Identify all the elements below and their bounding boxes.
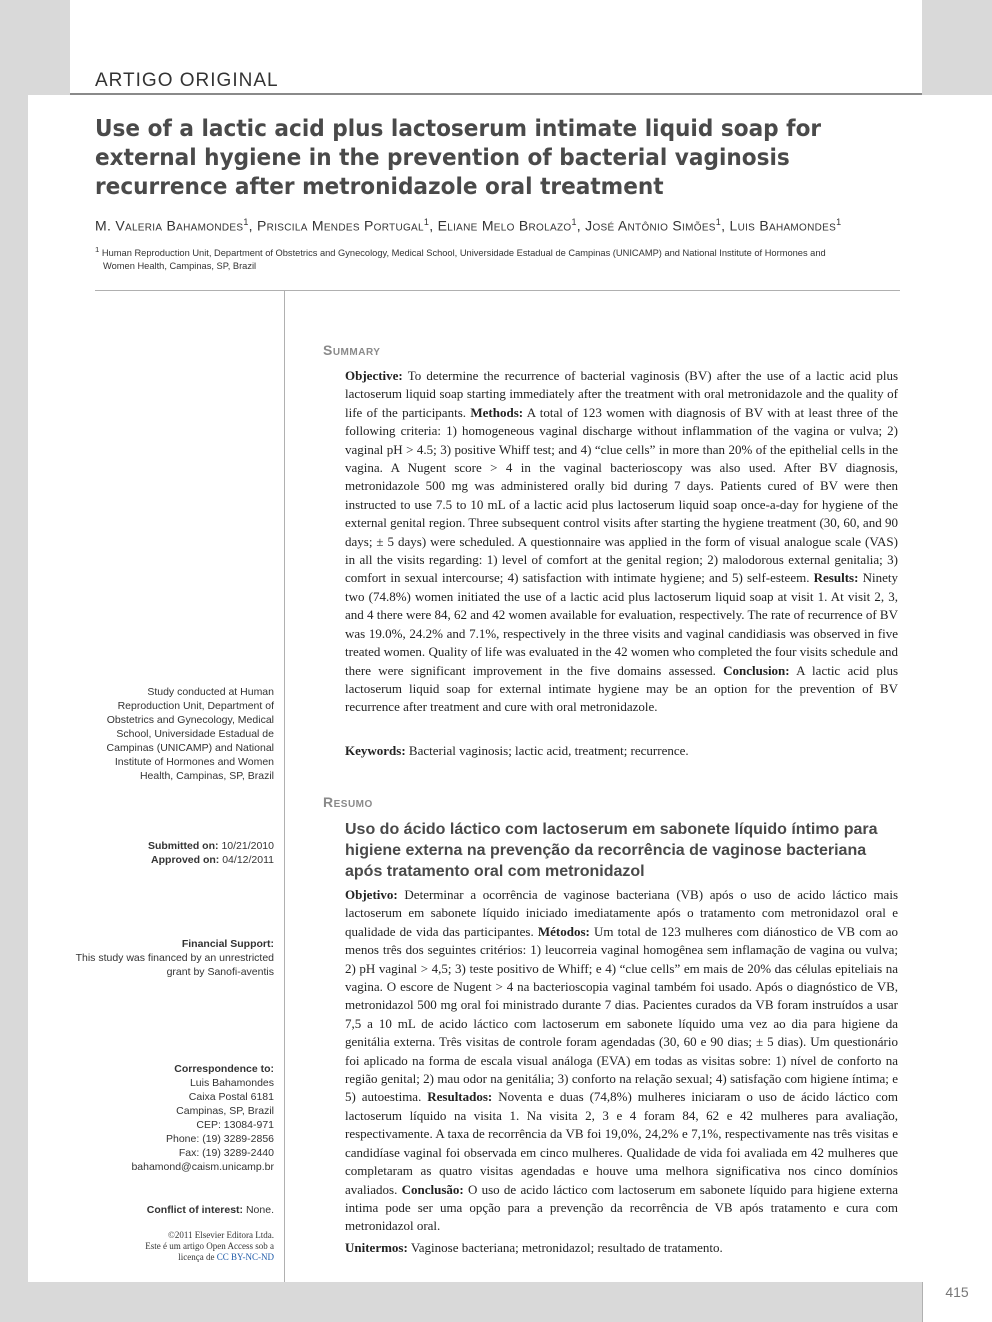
column-divider [284,290,285,1282]
methods-text: A total of 123 women with diagnosis of BV with at least three of the following criteria: 1) homogeneous vaginal discharge without inflammation of the vagina or vulva; 2) vaginal pH > 4.5; 3) positive Whiff test; and 4) “clue cells” in more than 20% of the epithelial cells in the vagina. A Nugent score > 4 in the vaginal bacterioscopy was also used. After BV diagnosis, metronidazole 500 mg was administered orally bid during 7 days. Patients cured of BV were then instructed to use 7.5 to 10 mL of a lactic acid plus lactoserum liquid soap once-a-day for hygiene of the external genital region. Three subsequent control visits after starting the hygiene treatment (30, 60, and 90 days; ± 5 days) were scheduled. A questionnaire was applied in the form of visual analogue scale (VAS) in all the visits regarding: 1) level of comfort at the genital region; 2) malodorous external genitalia; 3) comfort in sexual intercourse; 4) satisfaction with intimate hygiene; and 5) self-esteem. [345,404,899,586]
affiliation-rule [95,290,900,291]
objetivo-text: Determinar a ocorrência de vaginose bacteriana (VB) após o uso de acido láctico mais lactoserum em sabonete líquido iniciado imediatamente após o tratamento com metronidazol oral e qualidade de vida das participantes. [345,887,898,939]
correspondence-line: Campinas, SP, Brazil [176,1105,274,1117]
license-line: licença de [178,1252,215,1262]
author-name: José Antônio Simões [585,217,716,234]
author-name: Eliane Melo Brolazo [437,217,572,234]
objective-label: Objective: [345,368,403,383]
author-affiliation-mark: 1 [423,217,430,227]
results-text: Ninety two (74.8%) women initiated the use of a lactic acid plus lactoserum liquid soap at visit 1. At visit 2, 3, and 4 there were 84, 62 and 42 women available for evaluation, respectively. The rate of recurrence of BV was 19.0%, 24.2% and 7.1%, respectively in the three visits and vaginal candidiasis was observed in five treated women. Quality of life was evaluated in the 42 women who completed the four visits schedule and there were significant improvement in the five domains assessed. [345,570,898,678]
author-affiliation-mark: 1 [571,217,577,227]
correspondence-email[interactable]: bahamond@caism.unicamp.br [131,1161,274,1173]
author-list: M. Valeria Bahamondes$^1$, Priscila Mendes Portugal$^1$, Eliane Melo Brolazo$^1$, José Antônio Simões$^1$, Luis Bahamondes$^1$ [95,217,842,234]
submitted-date: 10/21/2010 [221,840,274,852]
affiliation-mark: 1 [95,245,100,254]
unitermos [345,1239,898,1257]
methods-label: Methods: [470,404,524,420]
financial-support [74,937,274,979]
copyright-notice [74,1230,274,1263]
summary-abstract [345,367,898,717]
conflict-value: None. [245,1204,274,1216]
copyright: ©2011 Elsevier Editora Ltda. [168,1230,274,1240]
unitermos-text: Vaginose bacteriana; metronidazol; resultado de tratamento. [407,1240,723,1255]
author-name: M. Valeria Bahamondes [95,217,244,234]
conclusao-label: Conclusão: [401,1181,464,1197]
conflict-label: Conflict of interest: [146,1204,244,1216]
keywords [345,742,898,760]
resumo-heading: Resumo [323,794,373,810]
resumo-abstract [345,886,898,1236]
submitted-label: Submitted on: [147,840,219,852]
correspondence-line: Fax: (19) 3289-2440 [178,1147,274,1159]
study-location-note: Study conducted at Human Reproduction Unit, Department of Obstetrics and Gynecology, Medical School, Universidade Estadual de Campinas (UNICAMP) and National Institute of Hormones and Women Health, Campinas, SP, Brazil [106,686,274,782]
author-affiliation-mark: 1 [836,217,842,227]
funding-label: Financial Support: [181,938,274,950]
author-name: Luis Bahamondes [729,217,837,234]
header-gray-block-left [0,0,70,95]
keywords-label: Keywords: [345,743,406,758]
section-label: ARTIGO ORIGINAL [95,70,279,91]
author-name: Priscila Mendes Portugal [257,217,424,234]
unitermos-label: Unitermos: [345,1240,408,1255]
affiliation-line: Women Health, Campinas, SP, Brazil [103,261,257,272]
objective-text: To determine the recurrence of bacterial vaginosis (BV) after the use of a lactic acid plus lactoserum liquid soap starting immediately after the treatment with oral metronidazole and the quality of life of the participants. [345,368,898,420]
metodos-text: Um total de 123 mulheres com diánostico de VB com ao menos três dos seguintes critérios: 1) leucorreia vaginal homogênea sem inflamação de vagina ou vulva; 2) pH vaginal > 4,5; 3) teste positivo de Whiff; e 4) “clue cells” em mais de 20% das células epiteliais na vagina. O escore de Nugent > 4 na bacterioscopia vaginal também foi usado. Após o diagnóstico de VB, metronidazol 500 mg oral foi ministrado durante 7 dias. Pacientes curados da VB foram instruídos a usar 7,5 a 10 mL de acido láctico com lactoserum em sabonete líquido uma vez ao dia para higiene da genitália externa. Três visitas de controle foram agendadas (30, 60 e 90 dias; ± 5 dias). Um questionário foi aplicado na forma de escala visual análoga (EVA) em todas as visitas sobre: 1) nível de conforto na região genital; 2) mau odor na genitália; 3) conforto na relação sexual; 4) satisfação com higiene íntima; e 5) autoestima. [345,923,898,1105]
resultados-text: Noventa e duas (74,8%) mulheres iniciaram o uso de ácido láctico com lactoserum líquido na visita 1. Na visita 2, 3 e 4 foram 84, 62 e 42 mulheres para avaliação, respectivamente. A taxa de recorrência da VB foi 19,0%, 24,2% e 7,1%, respectivamente nas três visitas e candidíase vaginal foi observada em cinco mulheres. Qualidade de vida foi avaliada em 42 mulheres que completaram as quatro visitas agendadas e houve uma melhora significativa nos cinco domínios avaliados. [345,1089,898,1197]
correspondence [74,1062,274,1174]
summary-heading: Summary [323,342,381,358]
page-number: 415 [945,1284,969,1300]
keywords-text: Bacterial vaginosis; lactic acid, treatment; recurrence. [405,743,689,758]
resumo-title: Uso do ácido láctico com lactoserum em sabonete líquido íntimo para higiene externa na prevenção da recorrência de vaginose bacteriana após tratamento oral com metronidazol [345,821,878,880]
correspondence-line: CEP: 13084-971 [196,1119,274,1131]
header-rule [70,93,922,95]
author-affiliation-mark: 1 [243,217,249,227]
article-title: Use of a lactic acid plus lactoserum intimate liquid soap for external hygiene in the prevention of bacterial vaginosis recurrence after metronidazole oral treatment [95,114,822,200]
funding-text: This study was financed by an unrestricted grant by Sanofi-aventis [75,952,274,978]
left-margin-band [0,95,28,1282]
conclusion-label: Conclusion: [723,662,790,678]
header-gray-block-right [922,0,992,95]
license-link[interactable]: CC BY-NC-ND [216,1252,274,1262]
correspondence-label: Correspondence to: [174,1063,274,1075]
conflict-of-interest [74,1203,274,1217]
conclusao-text: O uso de acido láctico com lactoserum em sabonete líquido para higiene externa intima pode ser uma opção para a prevenção da recorrência de VB após tratamento e cura com metronidazol oral. [345,1181,899,1234]
affiliation [95,243,895,273]
correspondence-line: Caixa Postal 6181 [188,1091,274,1103]
correspondence-line: Luis Bahamondes [189,1077,274,1089]
objetivo-label: Objetivo: [345,887,398,902]
submission-dates [74,839,274,867]
affiliation-line: Human Reproduction Unit, Department of Obstetrics and Gynecology, Medical School, Universidade Estadual de Campinas (UNICAMP) and National Institute of Hormones and [101,248,826,259]
license-line: Este é um artigo Open Access sob a [145,1241,274,1251]
conclusion-text: A lactic acid plus lactoserum liquid soap for external intimate hygiene may be an option for the prevention of BV recurrence after treatment and cure with oral metronidazole. [345,662,899,715]
approved-label: Approved on: [151,854,220,866]
resultados-label: Resultados: [427,1089,493,1105]
correspondence-line: Phone: (19) 3289-2856 [166,1133,274,1145]
author-affiliation-mark: 1 [715,217,722,227]
metodos-label: Métodos: [537,923,590,939]
results-label: Results: [813,570,859,586]
footer-gray-band [0,1282,922,1322]
approved-date: 04/12/2011 [222,854,274,866]
